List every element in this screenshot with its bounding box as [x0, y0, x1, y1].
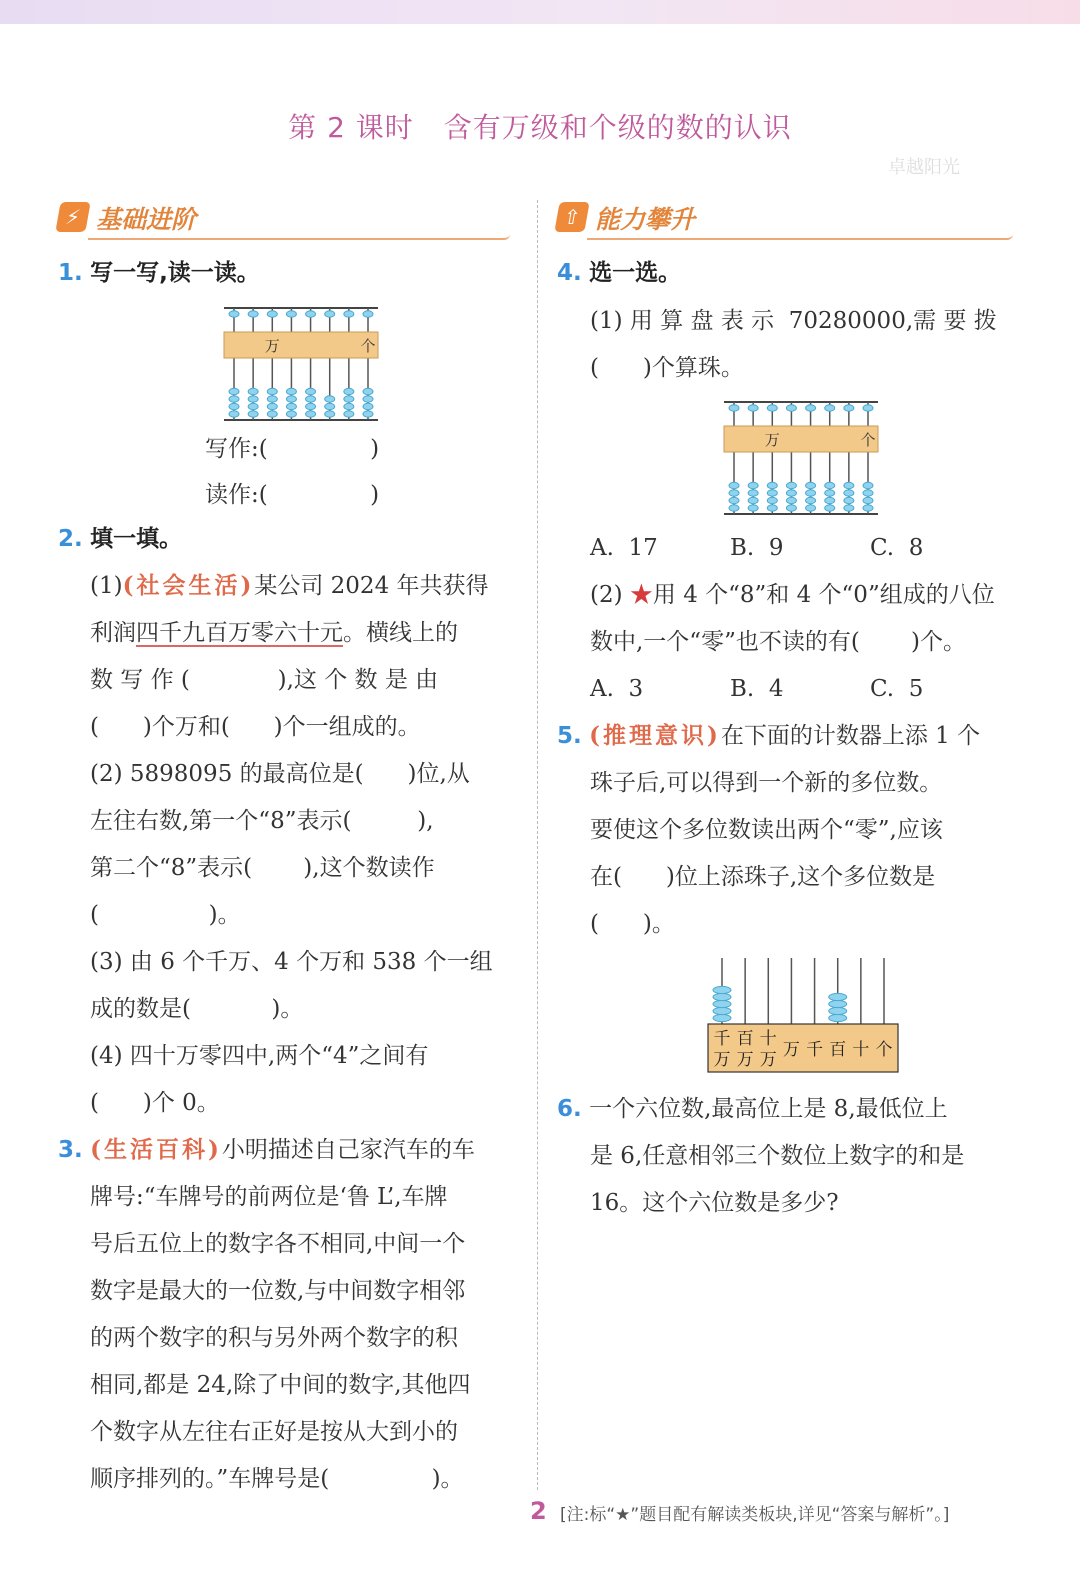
abacus-upper-bead: [306, 311, 316, 317]
abacus-lower-bead: [729, 482, 739, 488]
q3-answer-line[interactable]: 顺序排列的。”车牌号是( )。: [90, 1466, 464, 1492]
abacus-beam: [724, 426, 878, 452]
abacus-lower-bead: [786, 497, 796, 503]
climber-icon: ⇧: [554, 202, 589, 232]
abacus-lower-bead: [863, 497, 873, 503]
page-number: 2: [530, 1497, 547, 1525]
abacus-lower-bead: [344, 396, 354, 402]
abacus-lower-bead: [344, 388, 354, 394]
abacus-lower-bead: [748, 490, 758, 496]
abacus-upper-bead: [786, 405, 796, 411]
abacus-upper-bead: [863, 405, 873, 411]
q5-heading: 5. (推理意识)在下面的计数器上添 1 个: [557, 722, 981, 749]
counter-bead: [829, 1007, 847, 1014]
abacus-upper-bead: [286, 311, 296, 317]
counter-label: 万: [759, 1050, 777, 1070]
abacus-lower-bead: [286, 396, 296, 402]
abacus-lower-bead: [748, 497, 758, 503]
counter-bead: [713, 986, 731, 993]
counter-bead: [829, 1014, 847, 1021]
runner-icon: ⚡: [55, 202, 90, 232]
abacus-lower-bead: [729, 505, 739, 511]
q2-part4-line1: (4) 四十万零四中,两个“4”之间有: [90, 1043, 429, 1069]
abacus-lower-bead: [229, 396, 239, 402]
abacus-lower-bead: [363, 388, 373, 394]
abacus-lower-bead: [363, 403, 373, 409]
abacus-lower-bead: [844, 497, 854, 503]
column-divider: [537, 200, 538, 1490]
q2-heading: 2. 填一填。: [58, 526, 183, 552]
abacus-lower-bead: [306, 388, 316, 394]
q4-option-c[interactable]: C. 8: [870, 535, 924, 561]
abacus-lower-bead: [286, 388, 296, 394]
abacus-lower-bead: [825, 505, 835, 511]
counter-label: 百: [829, 1040, 847, 1060]
abacus-beam: [224, 332, 378, 358]
counter-label: 千: [713, 1029, 731, 1049]
q3-line: 相同,都是 24,除了中间的数字,其他四: [90, 1372, 471, 1398]
q3-line: 个数字从左往右正好是按从大到小的: [90, 1419, 458, 1445]
abacus-label-wan: 万: [264, 337, 280, 355]
abacus-lower-bead: [286, 403, 296, 409]
abacus-lower-bead: [248, 411, 258, 417]
abacus-lower-bead: [325, 411, 335, 417]
q2-part1-line3[interactable]: 数 写 作 ( ),这 个 数 是 由: [90, 667, 439, 693]
q2-part3-line2[interactable]: 成的数是( )。: [90, 996, 304, 1022]
q2-part1-line4[interactable]: ( )个万和( )个一组成的。: [90, 714, 421, 740]
abacus-lower-bead: [767, 505, 777, 511]
q3-line: 的两个数字的积与另外两个数字的积: [90, 1325, 458, 1351]
abacus-lower-bead: [806, 505, 816, 511]
abacus-lower-bead: [786, 490, 796, 496]
q3-line: 号后五位上的数字各不相同,中间一个: [90, 1231, 466, 1257]
q2-part1-line2: 利润四千九百万零六十元。横线上的: [90, 620, 458, 646]
q4-option2-c[interactable]: C. 5: [870, 676, 924, 702]
abacus-lower-bead: [363, 411, 373, 417]
abacus-lower-bead: [806, 490, 816, 496]
abacus-lower-bead: [748, 505, 758, 511]
abacus-lower-bead: [267, 403, 277, 409]
q3-line: 牌号:“车牌号的前两位是‘鲁 L’,车牌: [90, 1184, 448, 1210]
counter-bead: [713, 1000, 731, 1007]
abacus-lower-bead: [825, 497, 835, 503]
q2-part2-line3[interactable]: 第二个“8”表示( ),这个数读作: [90, 855, 435, 881]
abacus-upper-bead: [806, 405, 816, 411]
abacus-upper-bead: [748, 405, 758, 411]
abacus-lower-bead: [229, 388, 239, 394]
q2-part2-line2[interactable]: 左往右数,第一个“8”表示( ),: [90, 808, 434, 834]
abacus-upper-bead: [729, 405, 739, 411]
counter-bead: [713, 1014, 731, 1021]
abacus-lower-bead: [229, 403, 239, 409]
abacus-lower-bead: [229, 411, 239, 417]
q4-option2-a[interactable]: A. 3: [590, 676, 644, 702]
abacus-lower-bead: [286, 411, 296, 417]
star-icon: ★: [629, 582, 653, 608]
abacus-lower-bead: [325, 396, 335, 402]
abacus-upper-bead: [825, 405, 835, 411]
counter-bead: [829, 993, 847, 1000]
abacus-lower-bead: [863, 490, 873, 496]
abacus-upper-bead: [248, 311, 258, 317]
abacus-upper-bead: [325, 311, 335, 317]
q4-part2-line1: (2) ★用 4 个“8”和 4 个“0”组成的八位: [590, 582, 995, 608]
abacus-lower-bead: [363, 396, 373, 402]
abacus-lower-bead: [767, 490, 777, 496]
q1-write-field[interactable]: 写作:( ): [205, 436, 380, 462]
abacus-q1: [222, 304, 380, 424]
abacus-lower-bead: [306, 411, 316, 417]
q4-option-a[interactable]: A. 17: [590, 535, 658, 561]
watermark: 卓越阳光: [888, 157, 960, 178]
abacus-lower-bead: [844, 490, 854, 496]
abacus-lower-bead: [729, 497, 739, 503]
footer-note: [注:标“★”题目配有解读类板块,详见“答案与解析”。]: [560, 1505, 950, 1525]
q4-option2-b[interactable]: B. 4: [730, 676, 784, 702]
abacus-lower-bead: [344, 403, 354, 409]
abacus-upper-bead: [767, 405, 777, 411]
counting-frame-q5: [706, 956, 900, 1076]
q1-heading: 1. 写一写,读一读。: [58, 260, 260, 286]
abacus-lower-bead: [267, 411, 277, 417]
abacus-lower-bead: [267, 388, 277, 394]
q2-part1-line1: (1)(社会生活)某公司 2024 年共获得: [90, 572, 489, 599]
abacus-q4: [722, 398, 880, 518]
abacus-lower-bead: [248, 388, 258, 394]
q5-line: 要使这个多位数读出两个“零”,应该: [590, 817, 943, 843]
abacus-lower-bead: [248, 403, 258, 409]
q6-line: 16。这个六位数是多少?: [590, 1190, 839, 1216]
q2-part2-line4[interactable]: ( )。: [90, 902, 241, 928]
abacus-lower-bead: [306, 403, 316, 409]
counter-bead: [829, 1000, 847, 1007]
counter-label: 个: [875, 1040, 893, 1060]
q3-line: 数字是最大的一位数,与中间数字相邻: [90, 1278, 466, 1304]
abacus-lower-bead: [844, 482, 854, 488]
abacus-upper-bead: [344, 311, 354, 317]
abacus-lower-bead: [344, 411, 354, 417]
counter-label: 万: [713, 1050, 731, 1070]
abacus-lower-bead: [729, 490, 739, 496]
abacus-lower-bead: [248, 396, 258, 402]
q5-line: 珠子后,可以得到一个新的多位数。: [590, 770, 943, 796]
q4-part1-line1: (1) 用 算 盘 表 示 70280000,需 要 拨: [590, 308, 997, 334]
q6-line: 是 6,任意相邻三个数位上数字的和是: [590, 1143, 965, 1169]
abacus-lower-bead: [767, 497, 777, 503]
q4-option-b[interactable]: B. 9: [730, 535, 784, 561]
q6-heading: 6. 一个六位数,最高位上是 8,最低位上: [557, 1096, 948, 1122]
abacus-lower-bead: [306, 396, 316, 402]
q2-part4-line2[interactable]: ( )个 0。: [90, 1090, 220, 1116]
abacus-label-wan: 万: [764, 431, 780, 449]
counter-bead: [713, 1007, 731, 1014]
top-decoration-band: [0, 0, 1080, 24]
abacus-upper-bead: [844, 405, 854, 411]
counter-label: 十: [759, 1029, 777, 1049]
abacus-label-ge: 个: [360, 337, 376, 355]
abacus-lower-bead: [806, 482, 816, 488]
abacus-lower-bead: [825, 482, 835, 488]
abacus-upper-bead: [363, 311, 373, 317]
q4-part1-line2[interactable]: ( )个算珠。: [590, 355, 744, 381]
abacus-lower-bead: [267, 396, 277, 402]
abacus-lower-bead: [786, 482, 796, 488]
abacus-upper-bead: [267, 311, 277, 317]
abacus-lower-bead: [863, 482, 873, 488]
counter-label: 十: [852, 1040, 870, 1060]
abacus-lower-bead: [806, 497, 816, 503]
abacus-lower-bead: [748, 482, 758, 488]
counter-bead: [713, 993, 731, 1000]
abacus-lower-bead: [325, 403, 335, 409]
abacus-lower-bead: [825, 490, 835, 496]
abacus-label-ge: 个: [860, 431, 876, 449]
abacus-lower-bead: [786, 505, 796, 511]
q2-part3-line1: (3) 由 6 个千万、4 个万和 538 个一组: [90, 949, 493, 975]
q4-heading: 4. 选一选。: [557, 260, 682, 286]
q4-part2-line2[interactable]: 数中,一个“零”也不读的有( )个。: [590, 629, 966, 655]
counter-label: 千: [806, 1040, 824, 1060]
q3-heading: 3. (生活百科)小明描述自己家汽车的车: [58, 1136, 475, 1163]
abacus-upper-bead: [229, 311, 239, 317]
abacus-lower-bead: [863, 505, 873, 511]
abacus-lower-bead: [767, 482, 777, 488]
page-title: 第 2 课时 含有万级和个级的数的认识: [288, 111, 792, 144]
section-header-basic: ⚡ 基础进阶: [58, 198, 510, 240]
q2-part2-line1[interactable]: (2) 5898095 的最高位是( )位,从: [90, 761, 470, 787]
section-header-advanced: ⇧ 能力攀升: [557, 198, 1013, 240]
counter-label: 万: [782, 1040, 800, 1060]
q5-line[interactable]: ( )。: [590, 911, 675, 937]
abacus-lower-bead: [844, 505, 854, 511]
counter-label: 百: [736, 1029, 754, 1049]
q1-read-field[interactable]: 读作:( ): [205, 482, 380, 508]
q5-line[interactable]: 在( )位上添珠子,这个多位数是: [590, 864, 936, 890]
counter-label: 万: [736, 1050, 754, 1070]
